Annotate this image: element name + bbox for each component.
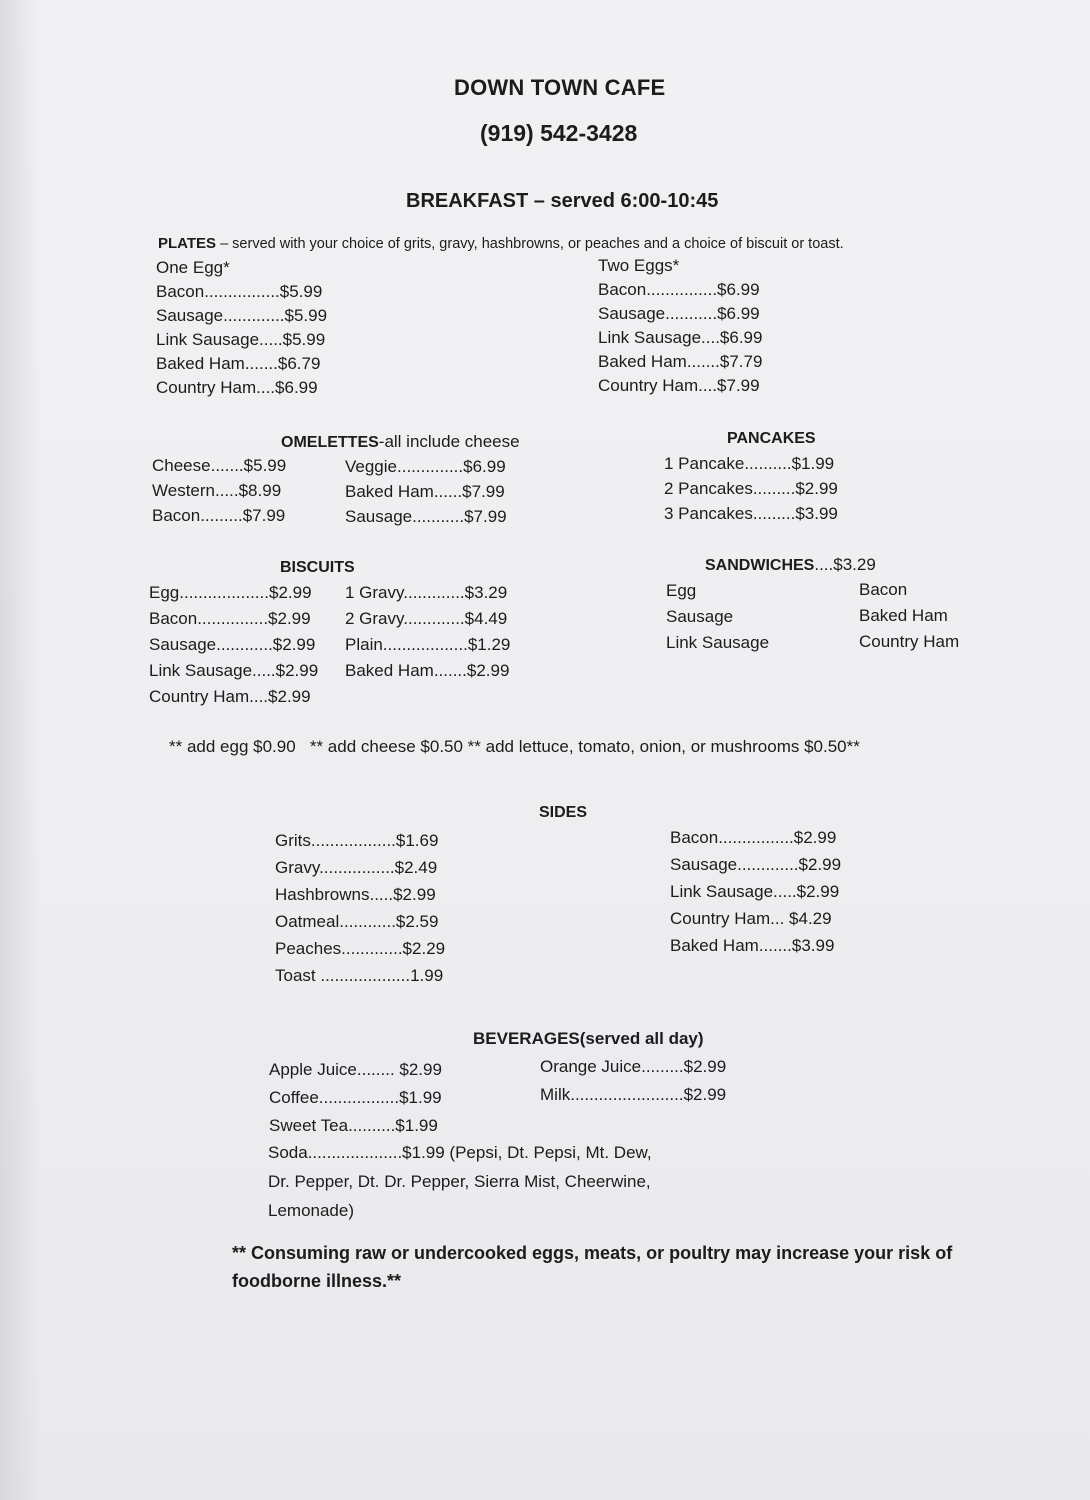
- plates-label: PLATES: [158, 235, 217, 252]
- menu-item: Baked Ham: [859, 606, 948, 625]
- two-eggs-title: Two Eggs*: [598, 256, 680, 275]
- menu-item: Gravy................$2.49: [275, 858, 438, 877]
- menu-item: Baked Ham.......$2.99: [345, 661, 510, 680]
- menu-item: Baked Ham.......$3.99: [670, 936, 835, 955]
- menu-item: Oatmeal............$2.59: [275, 912, 439, 931]
- menu-item: Link Sausage.....$2.99: [670, 882, 840, 901]
- soda-description: [268, 1143, 652, 1221]
- menu-item: Sausage: [666, 607, 734, 626]
- menu-item: Baked Ham.......$6.79: [156, 354, 321, 373]
- menu-item: Coffee.................$1.99: [269, 1088, 442, 1107]
- menu-item: Veggie..............$6.99: [345, 457, 506, 476]
- menu-item: Egg: [666, 581, 697, 600]
- omelettes-heading-line: [281, 432, 520, 452]
- menu-item: Sausage...........$6.99: [598, 304, 760, 323]
- menu-item: Cheese.......$5.99: [152, 456, 287, 475]
- menu-item: 1 Gravy.............$3.29: [345, 583, 508, 602]
- menu-item: Sausage............$2.99: [149, 635, 316, 654]
- menu-item: Bacon...............$2.99: [149, 609, 311, 628]
- omelettes-right-column: [345, 457, 507, 527]
- beverages-heading: BEVERAGES(served all day): [473, 1029, 704, 1048]
- menu-item: Bacon................$5.99: [156, 282, 323, 301]
- menu-item: Baked Ham.......$7.79: [598, 352, 763, 371]
- menu-item: Country Ham: [859, 632, 960, 651]
- omelettes-left-column: [152, 456, 286, 526]
- soda-line: Lemonade): [268, 1201, 355, 1220]
- menu-item: Country Ham....$6.99: [156, 378, 318, 397]
- sides-right-column: [670, 828, 841, 956]
- breakfast-heading: BREAKFAST – served 6:00-10:45: [406, 190, 719, 212]
- beverages-right-column: [540, 1057, 726, 1105]
- soda-line: Dr. Pepper, Dt. Dr. Pepper, Sierra Mist, Cheerwine,: [268, 1172, 651, 1191]
- pancakes-heading: PANCAKES: [727, 430, 816, 447]
- menu-item: Bacon.........$7.99: [152, 506, 286, 525]
- menu-item: Baked Ham......$7.99: [345, 482, 505, 501]
- food-safety-warning: ** Consuming raw or undercooked eggs, meats, or poultry may increase your risk of foodborne illness.**: [232, 1243, 953, 1291]
- menu-item: Bacon................$2.99: [670, 828, 837, 847]
- pancakes-column: [664, 454, 838, 524]
- menu-item: Peaches.............$2.29: [275, 939, 446, 958]
- omelettes-note: -all include cheese: [378, 432, 520, 451]
- sandwiches-left-column: [666, 581, 769, 653]
- omelettes-label: OMELETTES: [281, 434, 379, 451]
- one-egg-column: [156, 258, 327, 398]
- menu-item: Country Ham... $4.29: [670, 909, 832, 928]
- menu-item: Sweet Tea..........$1.99: [269, 1116, 438, 1135]
- biscuits-right-column: [345, 583, 510, 681]
- menu-item: Sausage.............$2.99: [670, 855, 842, 874]
- menu-item: Bacon: [859, 580, 908, 599]
- menu-item: Country Ham....$2.99: [149, 687, 311, 706]
- menu-item: Country Ham....$7.99: [598, 376, 760, 395]
- sandwiches-price: ....$3.29: [814, 555, 876, 574]
- menu-item: Western.....$8.99: [152, 481, 282, 500]
- biscuits-heading: BISCUITS: [280, 559, 355, 576]
- menu-item: Toast ...................1.99: [275, 966, 444, 985]
- menu-item: Grits..................$1.69: [275, 831, 439, 850]
- menu-item: 3 Pancakes.........$3.99: [664, 504, 838, 523]
- plates-heading-line: [158, 235, 844, 252]
- menu-item: 1 Pancake..........$1.99: [664, 454, 835, 473]
- menu-item: 2 Pancakes.........$2.99: [664, 479, 838, 498]
- soda-line: Soda....................$1.99 (Pepsi, Dt. Pepsi, Mt. Dew,: [268, 1143, 652, 1162]
- menu-item: Hashbrowns.....$2.99: [275, 885, 436, 904]
- biscuits-left-column: [149, 583, 318, 707]
- menu-item: Plain..................$1.29: [345, 635, 511, 654]
- cafe-phone: (919) 542-3428: [480, 120, 638, 146]
- menu-item: Link Sausage.....$5.99: [156, 330, 326, 349]
- sides-heading: SIDES: [539, 804, 588, 821]
- plates-note: – served with your choice of grits, gravy, hashbrowns, or peaches and a choice of biscuit or toast.: [216, 236, 844, 252]
- sandwiches-right-column: [859, 580, 959, 652]
- sides-left-column: [275, 831, 445, 986]
- beverages-left-column: [269, 1060, 442, 1136]
- addons-note: ** add egg $0.90 ** add cheese $0.50 ** add lettuce, tomato, onion, or mushrooms $0.50**: [169, 737, 860, 756]
- menu-item: Egg...................$2.99: [149, 583, 312, 602]
- menu-item: Link Sausage.....$2.99: [149, 661, 319, 680]
- page-shadow: [0, 0, 40, 1500]
- cafe-name: DOWN TOWN CAFE: [454, 75, 666, 100]
- sandwiches-label: SANDWICHES: [705, 557, 815, 574]
- menu-item: Link Sausage: [666, 633, 770, 652]
- menu-item: Sausage...........$7.99: [345, 507, 507, 526]
- menu-item: Link Sausage....$6.99: [598, 328, 763, 347]
- two-eggs-column: [598, 256, 762, 396]
- menu-item: Bacon...............$6.99: [598, 280, 760, 299]
- menu-item: Orange Juice.........$2.99: [540, 1057, 727, 1076]
- menu-item: Apple Juice........ $2.99: [269, 1060, 442, 1079]
- menu-item: Milk........................$2.99: [540, 1085, 727, 1104]
- menu-item: Sausage.............$5.99: [156, 306, 328, 325]
- sandwiches-heading-line: [705, 555, 876, 575]
- menu-item: 2 Gravy.............$4.49: [345, 609, 508, 628]
- one-egg-title: One Egg*: [156, 258, 230, 277]
